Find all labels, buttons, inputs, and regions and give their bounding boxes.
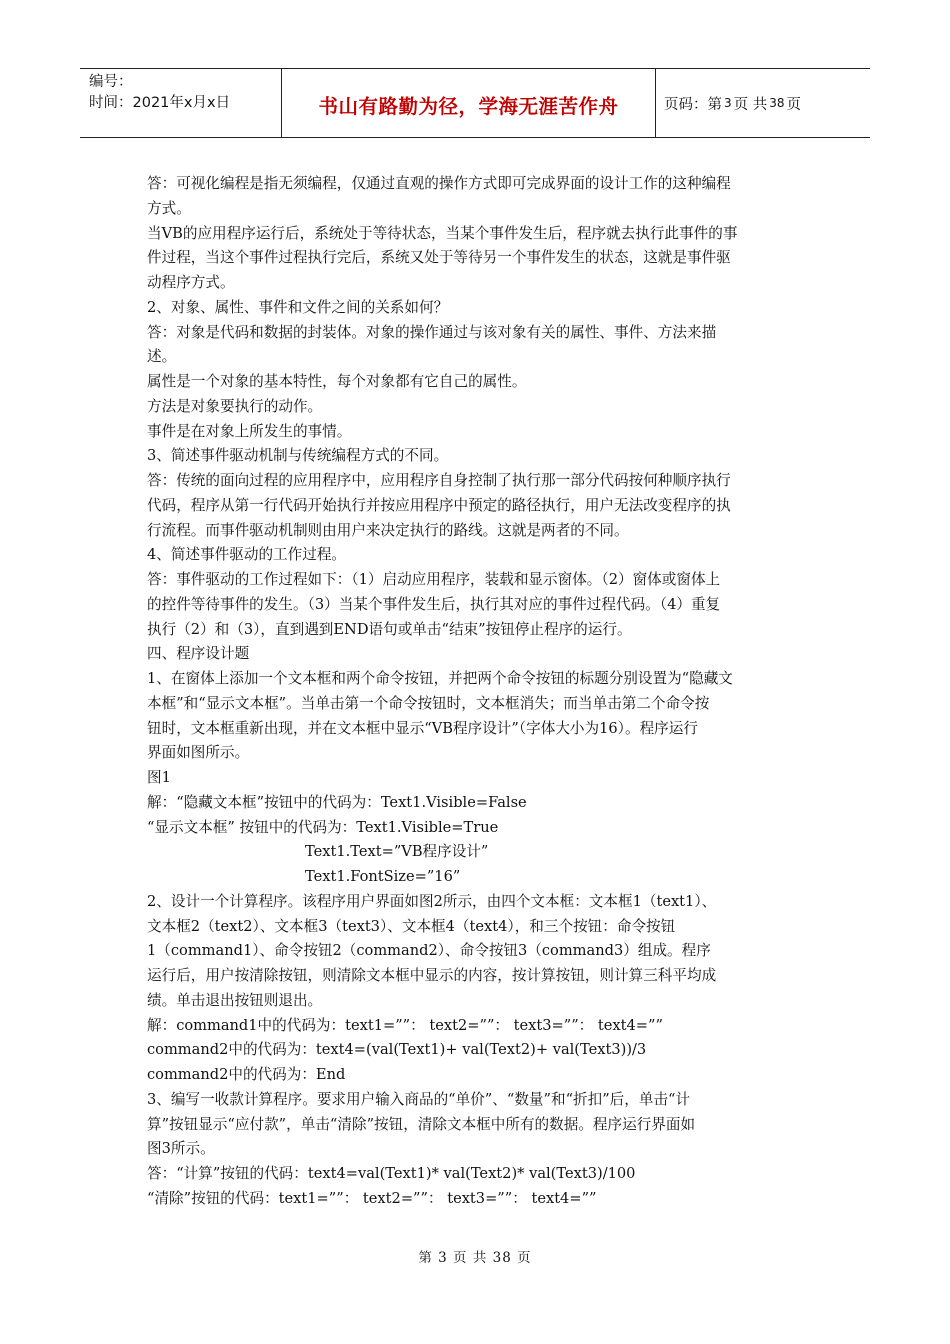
text-line: 图3所示。 (147, 1140, 215, 1158)
text-line: 绩。单击退出按钮则退出。 (147, 991, 323, 1009)
page-footer: 第 3 页 共 38 页 (418, 1250, 532, 1266)
code-line: command2中的代码为：text4=(val(Text1)+ val(Text2)+ val(Text3))/3 (147, 1041, 647, 1059)
text-line: 答：可视化编程是指无须编程，仅通过直观的操作方式即可完成界面的设计工作的这种编程 (147, 175, 731, 192)
page-total: 38 (769, 96, 785, 110)
text-line: 答：传统的面向过程的应用程序中，应用程序自身控制了执行那一部分代码按何种顺序执行 (147, 472, 731, 489)
question-heading: 2、设计一个计算程序。该程序用户界面如图2所示，由四个文本框：文本框1（text1）、 (147, 892, 717, 910)
header-info-cell (80, 69, 282, 137)
code-line: 解：“隐藏文本框”按钮中的代码为：Text1.Visible=False (147, 793, 527, 811)
text-line: 行流程。而事件驱动机制则由用户来决定执行的路线。这就是两者的不同。 (147, 521, 629, 539)
page-mid: 页 共 (733, 96, 768, 113)
text-line: 算”按钮显示“应付款”，单击“清除”按钮，清除文本框中所有的数据。程序运行界面如 (147, 1115, 696, 1133)
text-line: 运行后，用户按清除按钮，则清除文本框中显示的内容，按计算按钮，则计算三科平均成 (147, 967, 717, 984)
code-line: Text1.FontSize=”16” (305, 868, 461, 885)
text-line: 当VB的应用程序运行后，系统处于等待状态，当某个事件发生后，程序就去执行此事件的事 (147, 224, 738, 242)
text-line: 答：事件驱动的工作过程如下：（1）启动应用程序，装载和显示窗体。（2）窗体或窗体上 (147, 571, 721, 588)
text-line: 本框”和“显示文本框”。当单击第一个命令按钮时，文本框消失；而当单击第二个命令按 (147, 694, 710, 712)
text-line: 述。 (147, 348, 177, 366)
code-line: 答：“计算”按钮的代码：text4=val(Text1)* val(Text2)* val(Text3)/100 (147, 1165, 636, 1182)
section-heading: 四、程序设计题 (147, 645, 250, 663)
text-line: 件过程，当这个事件过程执行完后，系统又处于等待另一个事件发生的状态，这就是事件驱 (147, 249, 731, 267)
text-line: 方法是对象要执行的动作。 (147, 397, 323, 415)
code-line: 解：command1中的代码为：text1=””： text2=””： text3=””： text4=”” (147, 1016, 663, 1034)
code-line: “清除”按钮的代码：text1=””： text2=””： text3=””： text4=”” (147, 1189, 597, 1207)
header-page-number (656, 69, 870, 137)
page-header (80, 68, 870, 138)
text-line: 的控件等待事件的发生。（3）当某个事件发生后，执行其对应的事件过程代码。（4）重复 (147, 595, 721, 613)
question-heading: 3、编写一收款计算程序。要求用户输入商品的“单价”、“数量”和“折扣”后，单击“计 (147, 1090, 691, 1108)
code-line: command2中的代码为：End (147, 1066, 346, 1083)
text-line: 执行（2）和（3），直到遇到END语句或单击“结束”按钮停止程序的运行。 (147, 620, 632, 638)
document-date-label: 时间：2021年x月x日 (89, 95, 231, 111)
figure-label: 图1 (147, 769, 171, 786)
text-line: 代码，程序从第一行代码开始执行并按应用程序中预定的路径执行，用户无法改变程序的执 (147, 496, 731, 514)
text-line: 1（command1）、命令按钮2（command2）、命令按钮3（command3）组成。程序 (147, 942, 711, 960)
page-current: 3 (724, 96, 732, 110)
page-suffix: 页 (786, 96, 802, 113)
question-heading: 3、简述事件驱动机制与传统编程方式的不同。 (147, 447, 449, 465)
text-line: 1、在窗体上添加一个文本框和两个命令按钮，并把两个命令按钮的标题分别设置为“隐藏文 (147, 670, 733, 687)
question-heading: 4、简述事件驱动的工作过程。 (147, 546, 347, 564)
text-line: 答：对象是代码和数据的封装体。对象的操作通过与该对象有关的属性、事件、方法来描 (147, 323, 717, 341)
text-line: 界面如图所示。 (147, 744, 250, 762)
code-line: “显示文本框” 按钮中的代码为：Text1.Visible=True (147, 818, 499, 836)
text-line: 属性是一个对象的基本特性，每个对象都有它自己的属性。 (147, 373, 527, 390)
document-body (147, 172, 802, 1212)
document-number-label: 编号： (89, 74, 133, 90)
text-line: 文本框2（text2）、文本框3（text3）、文本框4（text4），和三个按钮：命令按钮 (147, 917, 676, 935)
text-line: 动程序方式。 (147, 274, 235, 291)
text-line: 方式。 (147, 199, 191, 217)
question-heading: 2、对象、属性、事件和文件之间的关系如何？ (147, 298, 449, 316)
page-prefix: 页码：第 (664, 96, 722, 113)
header-motto: 书山有路勤为径，学海无涯苦作舟 (282, 69, 656, 137)
text-line: 钮时，文本框重新出现，并在文本框中显示“VB程序设计”（字体大小为16）。程序运行 (147, 719, 698, 737)
code-line: Text1.Text=”VB程序设计” (305, 843, 489, 861)
text-line: 事件是在对象上所发生的事情。 (147, 422, 352, 440)
